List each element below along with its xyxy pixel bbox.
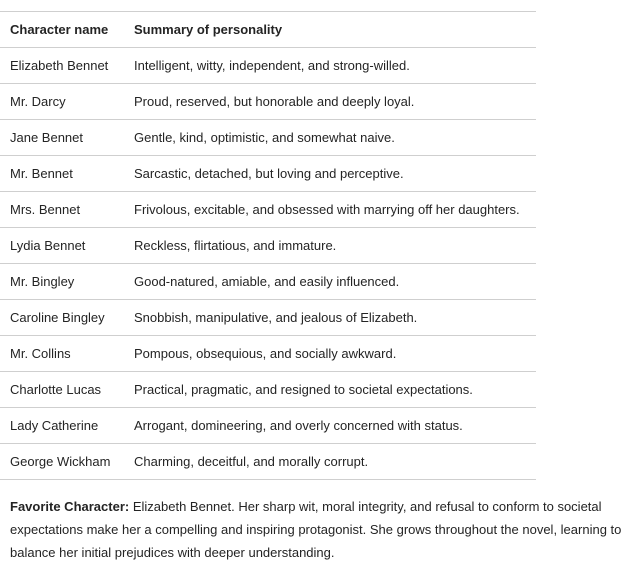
personality-summary-cell: Intelligent, witty, independent, and strong-willed. [124, 48, 536, 84]
character-name-cell: Charlotte Lucas [0, 372, 124, 408]
personality-summary-cell: Snobbish, manipulative, and jealous of Elizabeth. [124, 300, 536, 336]
table-header [0, 12, 536, 48]
table-row [0, 336, 536, 372]
personality-summary-cell: Proud, reserved, but honorable and deeply loyal. [124, 84, 536, 120]
table-row [0, 156, 536, 192]
character-name-cell: Mr. Bingley [0, 264, 124, 300]
character-name-cell: Mrs. Bennet [0, 192, 124, 228]
personality-summary-cell: Reckless, flirtatious, and immature. [124, 228, 536, 264]
character-name-cell: Lydia Bennet [0, 228, 124, 264]
personality-summary-cell: Practical, pragmatic, and resigned to societal expectations. [124, 372, 536, 408]
character-name-cell: Mr. Bennet [0, 156, 124, 192]
personality-summary-cell: Arrogant, domineering, and overly concerned with status. [124, 408, 536, 444]
character-name-cell: Mr. Darcy [0, 84, 124, 120]
character-table [0, 11, 536, 480]
character-name-cell: Elizabeth Bennet [0, 48, 124, 84]
table-row [0, 120, 536, 156]
favorite-character-paragraph [10, 495, 635, 564]
header-character-name: Character name [0, 12, 124, 48]
favorite-character-label: Favorite Character: [10, 499, 130, 514]
personality-summary-cell: Sarcastic, detached, but loving and perceptive. [124, 156, 536, 192]
personality-summary-cell: Pompous, obsequious, and socially awkward. [124, 336, 536, 372]
character-name-cell: Jane Bennet [0, 120, 124, 156]
character-name-cell: Lady Catherine [0, 408, 124, 444]
header-summary-of-personality: Summary of personality [124, 12, 536, 48]
table-row [0, 84, 536, 120]
table-row [0, 444, 536, 480]
table-row [0, 264, 536, 300]
table-row [0, 372, 536, 408]
table-row [0, 300, 536, 336]
personality-summary-cell: Good-natured, amiable, and easily influenced. [124, 264, 536, 300]
table-row [0, 192, 536, 228]
table-row [0, 228, 536, 264]
header-row [0, 12, 536, 48]
personality-summary-cell: Gentle, kind, optimistic, and somewhat naive. [124, 120, 536, 156]
table-row [0, 48, 536, 84]
personality-summary-cell: Charming, deceitful, and morally corrupt. [124, 444, 536, 480]
character-name-cell: Mr. Collins [0, 336, 124, 372]
table-body [0, 48, 536, 480]
personality-summary-cell: Frivolous, excitable, and obsessed with marrying off her daughters. [124, 192, 536, 228]
character-name-cell: George Wickham [0, 444, 124, 480]
favorite-character-text: Elizabeth Bennet. Her sharp wit, moral integrity, and refusal to conform to societal expectations make her a compelling and inspiring protagonist. She grows throughout the novel, learning to balance her initial prejudices with deeper understanding. [10, 499, 622, 560]
character-name-cell: Caroline Bingley [0, 300, 124, 336]
table-row [0, 408, 536, 444]
